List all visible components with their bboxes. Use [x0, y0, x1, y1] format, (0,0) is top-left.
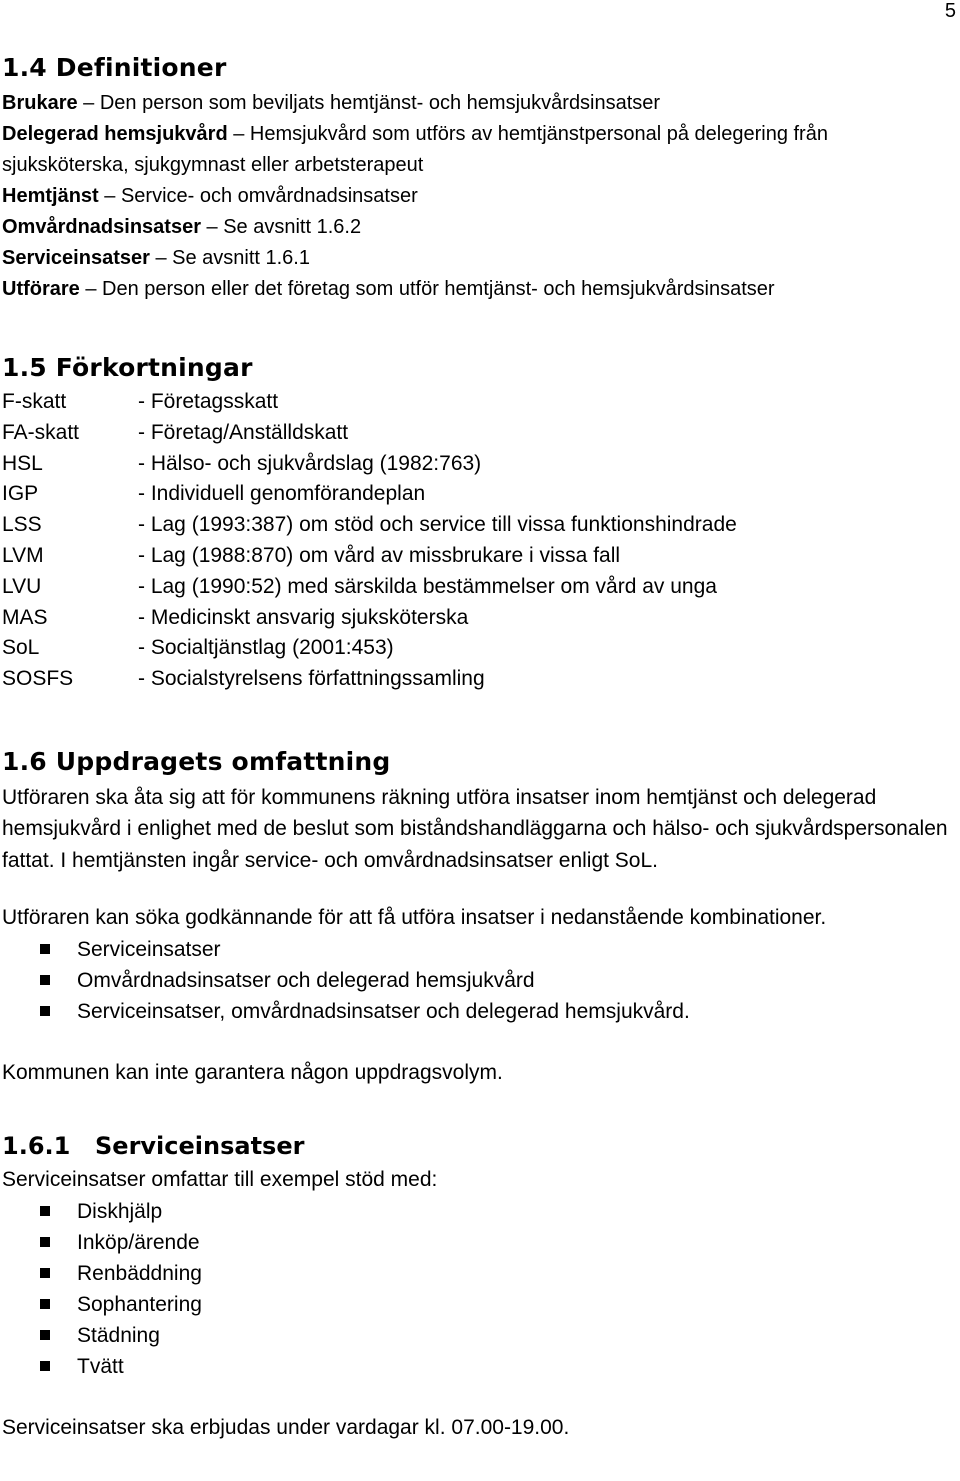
subsection-title: Serviceinsatser — [95, 1132, 305, 1161]
page-number: 5 — [944, 0, 956, 22]
definition-item: Brukare – Den person som beviljats hemtjänst- och hemsjukvårdsinsatser — [2, 92, 661, 114]
abbreviation-row — [2, 603, 952, 634]
abbreviation-description: - Hälso- och sjukvårdslag (1982:763) — [138, 451, 482, 475]
abbreviation: SoL — [2, 636, 40, 660]
abbreviation-row — [2, 387, 952, 418]
subsection-number: 1.6.1 — [2, 1132, 71, 1161]
abbreviation-row — [2, 479, 952, 510]
abbreviation-row — [2, 541, 952, 572]
section-heading-scope: 1.6 Uppdragets omfattning — [2, 746, 391, 776]
abbreviation-description: - Företag/Anställdskatt — [138, 420, 349, 444]
bullet-square-icon — [40, 1206, 50, 1216]
subsection-heading-service — [2, 1128, 952, 1164]
list-item: Tvätt — [2, 1351, 952, 1382]
definition-item: Serviceinsatser – Se avsnitt 1.6.1 — [2, 247, 310, 269]
document-content — [2, 48, 952, 1443]
list-item: Renbäddning — [2, 1258, 952, 1289]
scope-paragraph: Utföraren kan söka godkännande för att få utföra insatser i nedanstående kombinationer. — [2, 906, 827, 930]
abbreviation: LVU — [2, 574, 42, 598]
abbreviation-row — [2, 633, 952, 664]
abbreviation: HSL — [2, 451, 43, 475]
abbreviation-row — [2, 449, 952, 480]
bullet-square-icon — [40, 1268, 50, 1278]
abbreviations-list — [2, 387, 952, 695]
abbreviation-row — [2, 510, 952, 541]
abbreviation-row — [2, 418, 952, 449]
definitions-list — [2, 88, 952, 305]
abbreviation: SOSFS — [2, 667, 74, 691]
bullet-square-icon — [40, 944, 50, 954]
abbreviation: FA-skatt — [2, 420, 80, 444]
abbreviation-description: - Socialtjänstlag (2001:453) — [138, 636, 394, 660]
abbreviation: LVM — [2, 543, 44, 567]
list-item: Inköp/ärende — [2, 1227, 952, 1258]
abbreviation-description: - Lag (1993:387) om stöd och service till vissa funktionshindrade — [138, 513, 737, 537]
bullet-square-icon — [40, 1330, 50, 1340]
service-intro: Serviceinsatser omfattar till exempel stöd med: — [2, 1168, 438, 1192]
bullet-square-icon — [40, 975, 50, 985]
abbreviation-description: - Medicinskt ansvarig sjuksköterska — [138, 605, 469, 629]
definition-item: Omvårdnadsinsatser – Se avsnitt 1.6.2 — [2, 216, 362, 238]
abbreviation-description: - Individuell genomförandeplan — [138, 482, 426, 506]
list-item: Serviceinsatser, omvårdnadsinsatser och delegerad hemsjukvård. — [2, 996, 952, 1027]
scope-paragraph: Utföraren ska åta sig att för kommunens räkning utföra insatser inom hemtjänst och delegerad hemsjukvård i enlighet med de beslut som biståndshandläggarna och hälso- och sjukvårdspersonalen fattat. I hemtjänsten ingår service- och omvårdnadsinsatser enligt SoL. — [2, 785, 948, 872]
abbreviation: MAS — [2, 605, 48, 629]
scope-paragraph: Kommunen kan inte garantera någon uppdragsvolym. — [2, 1060, 503, 1084]
list-item: Sophantering — [2, 1289, 952, 1320]
definition-item: Utförare – Den person eller det företag som utför hemtjänst- och hemsjukvårdsinsatser — [2, 278, 775, 300]
abbreviation-description: - Företagsskatt — [138, 390, 279, 413]
abbreviation-description: - Socialstyrelsens författningssamling — [138, 667, 485, 691]
bullet-square-icon — [40, 1006, 50, 1016]
section-heading-abbreviations: 1.5 Förkortningar — [2, 353, 253, 382]
definition-item: Delegerad hemsjukvård – Hemsjukvård som utförs av hemtjänstpersonal på delegering från sjuksköterska, sjukgymnast eller arbetsterapeut — [2, 123, 828, 176]
abbreviation-description: - Lag (1988:870) om vård av missbrukare i vissa fall — [138, 543, 621, 567]
combinations-list — [2, 934, 952, 1027]
list-item: Omvårdnadsinsatser och delegerad hemsjukvård — [2, 965, 952, 996]
list-item: Städning — [2, 1320, 952, 1351]
definition-item: Hemtjänst – Service- och omvårdnadsinsatser — [2, 185, 418, 207]
service-hours: Serviceinsatser ska erbjudas under vardagar kl. 07.00-19.00. — [2, 1415, 570, 1439]
bullet-square-icon — [40, 1237, 50, 1247]
list-item: Diskhjälp — [2, 1196, 952, 1227]
abbreviation-row — [2, 572, 952, 603]
abbreviation: IGP — [2, 482, 39, 506]
bullet-square-icon — [40, 1299, 50, 1309]
abbreviation-row — [2, 664, 952, 695]
abbreviation: F-skatt — [2, 390, 67, 413]
abbreviation-description: - Lag (1990:52) med särskilda bestämmelser om vård av unga — [138, 574, 717, 598]
section-heading-definitions: 1.4 Definitioner — [2, 53, 227, 82]
service-list — [2, 1196, 952, 1382]
abbreviation: LSS — [2, 513, 42, 537]
list-item: Serviceinsatser — [2, 934, 952, 965]
bullet-square-icon — [40, 1361, 50, 1371]
